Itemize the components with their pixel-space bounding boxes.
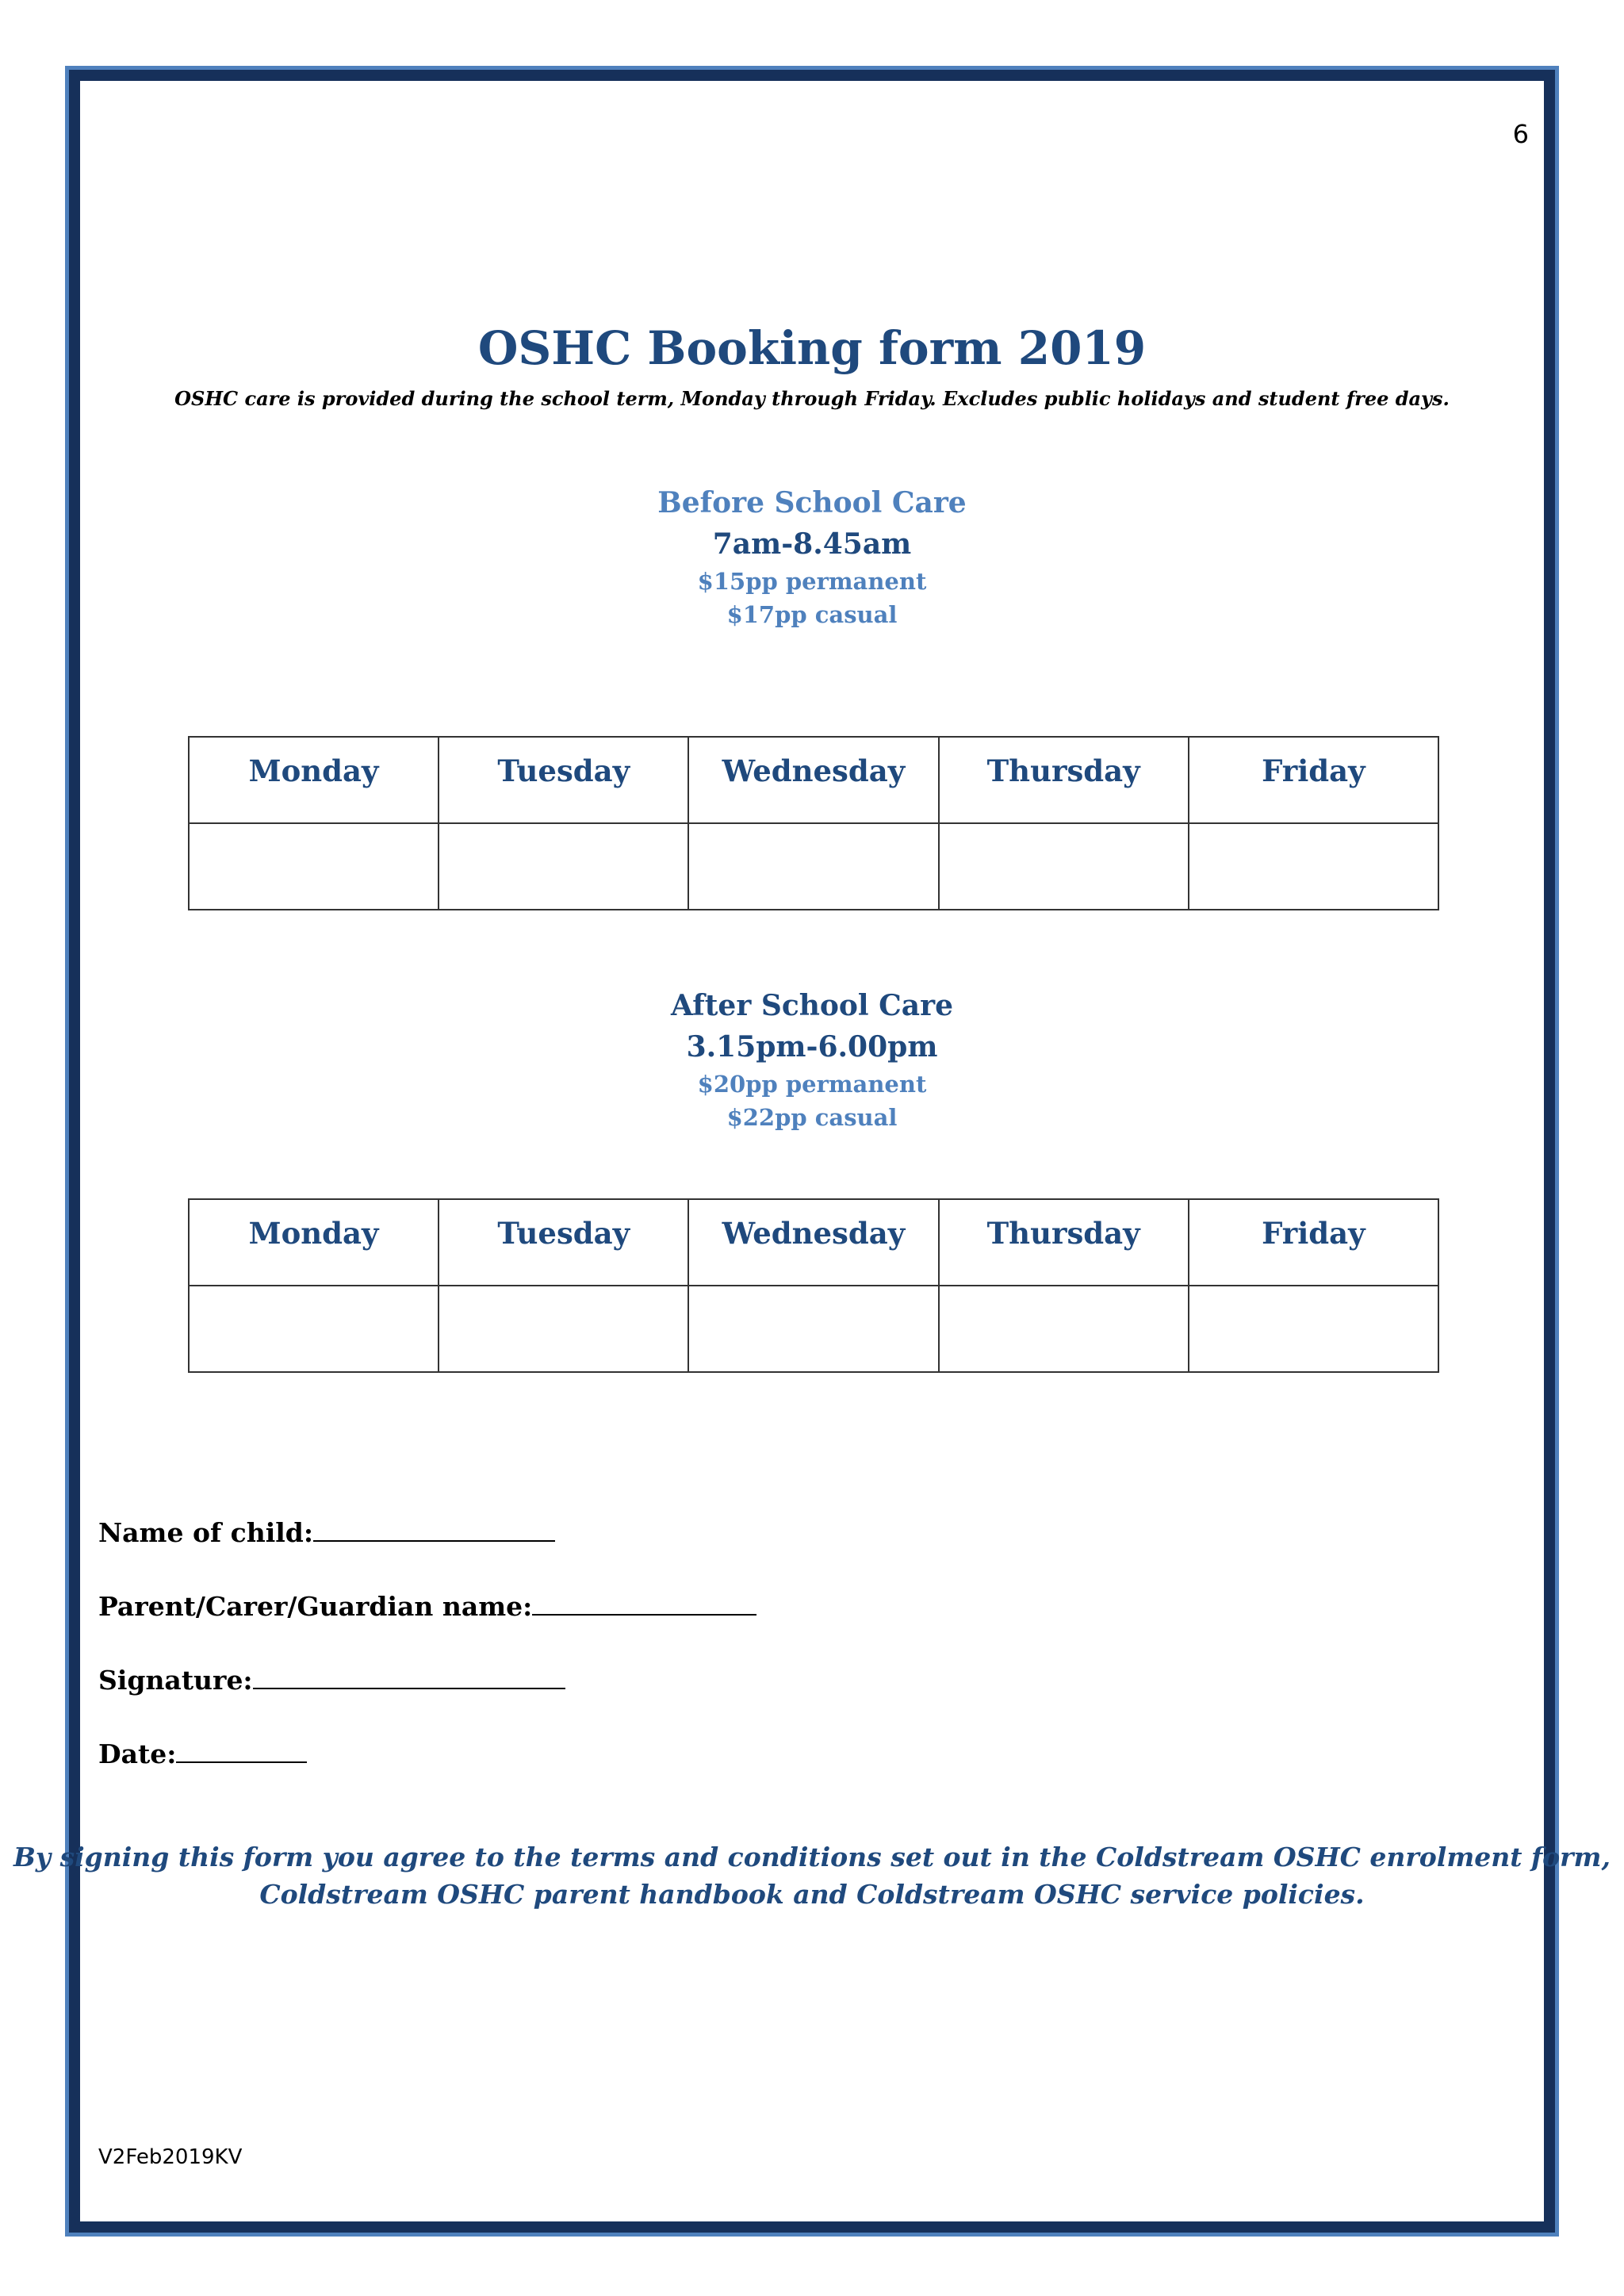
after-monday-box[interactable]: [189, 1286, 439, 1372]
signature-label: Signature:: [98, 1665, 253, 1696]
after-friday-box[interactable]: [1189, 1286, 1438, 1372]
before-school-price-permanent: $15pp permanent: [697, 568, 927, 595]
before-school-care-info: [0, 482, 1624, 631]
child-name-field: [98, 1516, 555, 1548]
form-title: OSHC Booking form 2019: [477, 321, 1147, 375]
before-wednesday-box[interactable]: [688, 823, 938, 910]
after-school-days-table: [188, 1198, 1439, 1373]
page-number: 6: [1512, 119, 1529, 149]
after-school-price-casual: $22pp casual: [726, 1104, 898, 1131]
after-school-care-info: [0, 985, 1624, 1134]
parent-name-field: [98, 1590, 756, 1622]
before-school-days-table: [188, 736, 1439, 910]
before-day-thursday: Thursday: [939, 737, 1189, 823]
agreement-line-1: By signing this form you agree to the terms and conditions set out in the Coldstream OSHC enrolment form,: [13, 1842, 1611, 1872]
form-subtitle: OSHC care is provided during the school term, Monday through Friday. Excludes public holidays and student free days.: [174, 387, 1450, 410]
parent-name-input-line[interactable]: [532, 1590, 756, 1616]
before-day-wednesday: Wednesday: [688, 737, 938, 823]
date-input-line[interactable]: [176, 1738, 307, 1763]
parent-name-label: Parent/Carer/Guardian name:: [98, 1591, 533, 1622]
before-day-monday: Monday: [189, 737, 439, 823]
after-day-thursday: Thursday: [939, 1199, 1189, 1286]
after-day-monday: Monday: [189, 1199, 439, 1286]
before-monday-box[interactable]: [189, 823, 439, 910]
agreement-statement: [0, 1838, 1624, 1913]
signature-input-line[interactable]: [253, 1664, 565, 1689]
after-school-time: 3.15pm-6.00pm: [686, 1030, 938, 1064]
after-thursday-box[interactable]: [939, 1286, 1189, 1372]
before-day-tuesday: Tuesday: [439, 737, 688, 823]
version-code: V2Feb2019KV: [98, 2145, 243, 2169]
before-school-price-casual: $17pp casual: [726, 601, 898, 628]
date-field: [98, 1738, 307, 1769]
agreement-line-2: Coldstream OSHC parent handbook and Coldstream OSHC service policies.: [259, 1879, 1365, 1910]
before-school-time: 7am-8.45am: [712, 527, 912, 561]
child-name-label: Name of child:: [98, 1517, 314, 1548]
signature-field: [98, 1664, 565, 1696]
before-thursday-box[interactable]: [939, 823, 1189, 910]
after-day-wednesday: Wednesday: [688, 1199, 938, 1286]
before-day-friday: Friday: [1189, 737, 1438, 823]
date-label: Date:: [98, 1738, 177, 1769]
before-friday-box[interactable]: [1189, 823, 1438, 910]
after-school-heading: After School Care: [671, 989, 953, 1022]
after-day-friday: Friday: [1189, 1199, 1438, 1286]
child-name-input-line[interactable]: [313, 1516, 555, 1542]
after-school-price-permanent: $20pp permanent: [697, 1071, 927, 1098]
after-tuesday-box[interactable]: [439, 1286, 688, 1372]
after-day-tuesday: Tuesday: [439, 1199, 688, 1286]
before-tuesday-box[interactable]: [439, 823, 688, 910]
after-wednesday-box[interactable]: [688, 1286, 938, 1372]
before-school-heading: Before School Care: [657, 486, 967, 519]
